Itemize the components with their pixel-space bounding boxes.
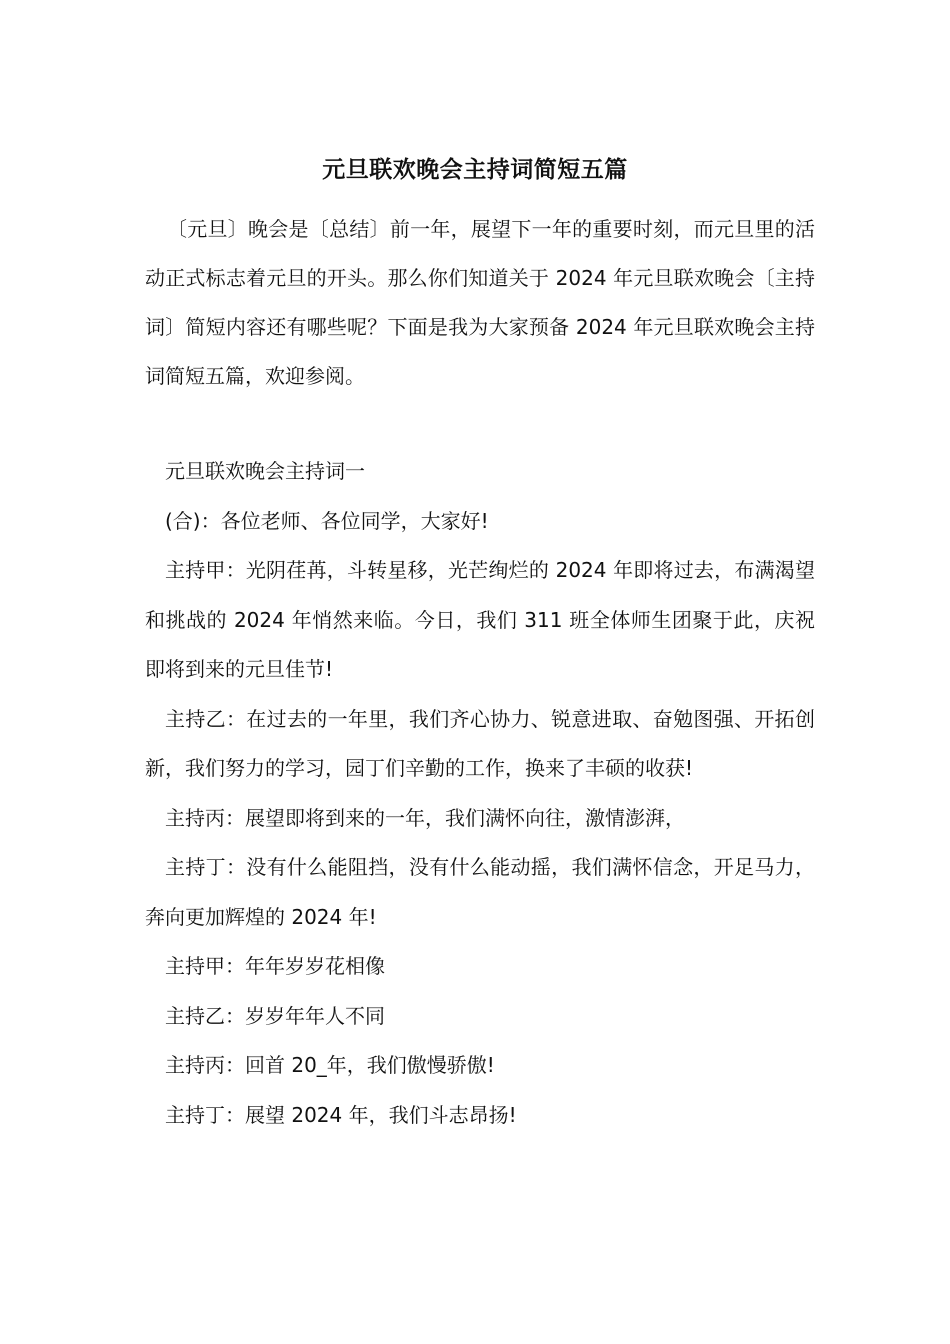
body-paragraph: 主持乙：在过去的一年里，我们齐心协力、锐意进取、奋勉图强、开拓创新，我们努力的学习，园丁们辛勤的工作，换来了丰硕的收获! — [145, 706, 815, 780]
document-title: 元旦联欢晚会主持词简短五篇 — [322, 157, 628, 183]
body-paragraph: 主持甲：光阴荏苒，斗转星移，光芒绚烂的 2024 年即将过去，布满渴望和挑战的 2024 年悄然来临。今日，我们 311 班全体师生团聚于此，庆祝即将到来的元旦佳节! — [145, 558, 815, 681]
intro-paragraph: 〔元旦〕晚会是〔总结〕前一年，展望下一年的重要时刻，而元旦里的活动正式标志着元旦的开头。那么你们知道关于 2024 年元旦联欢晚会〔主持词〕简短内容还有哪些呢？下面是我为大家预备 2024 年元旦联欢晚会主持词简短五篇，欢迎参阅。 — [145, 217, 815, 388]
body-paragraph: 主持丙：回首 20_年，我们傲慢骄傲! — [165, 1053, 495, 1077]
body-paragraph: 主持丙：展望即将到来的一年，我们满怀向往，激情澎湃， — [165, 805, 685, 830]
body-paragraph: 主持丁：展望 2024 年，我们斗志昂扬! — [165, 1102, 517, 1127]
section-heading: 元旦联欢晚会主持词一 — [165, 459, 365, 483]
body-paragraph: 主持乙：岁岁年年人不同 — [165, 1003, 385, 1028]
body-paragraph: 主持甲：年年岁岁花相像 — [165, 954, 385, 978]
body-paragraph: (合)：各位老师、各位同学，大家好! — [165, 508, 489, 533]
document-body — [145, 447, 815, 1140]
body-paragraph: 主持丁：没有什么能阻挡，没有什么能动摇，我们满怀信念，开足马力，奔向更加辉煌的 2024 年! — [145, 855, 815, 929]
